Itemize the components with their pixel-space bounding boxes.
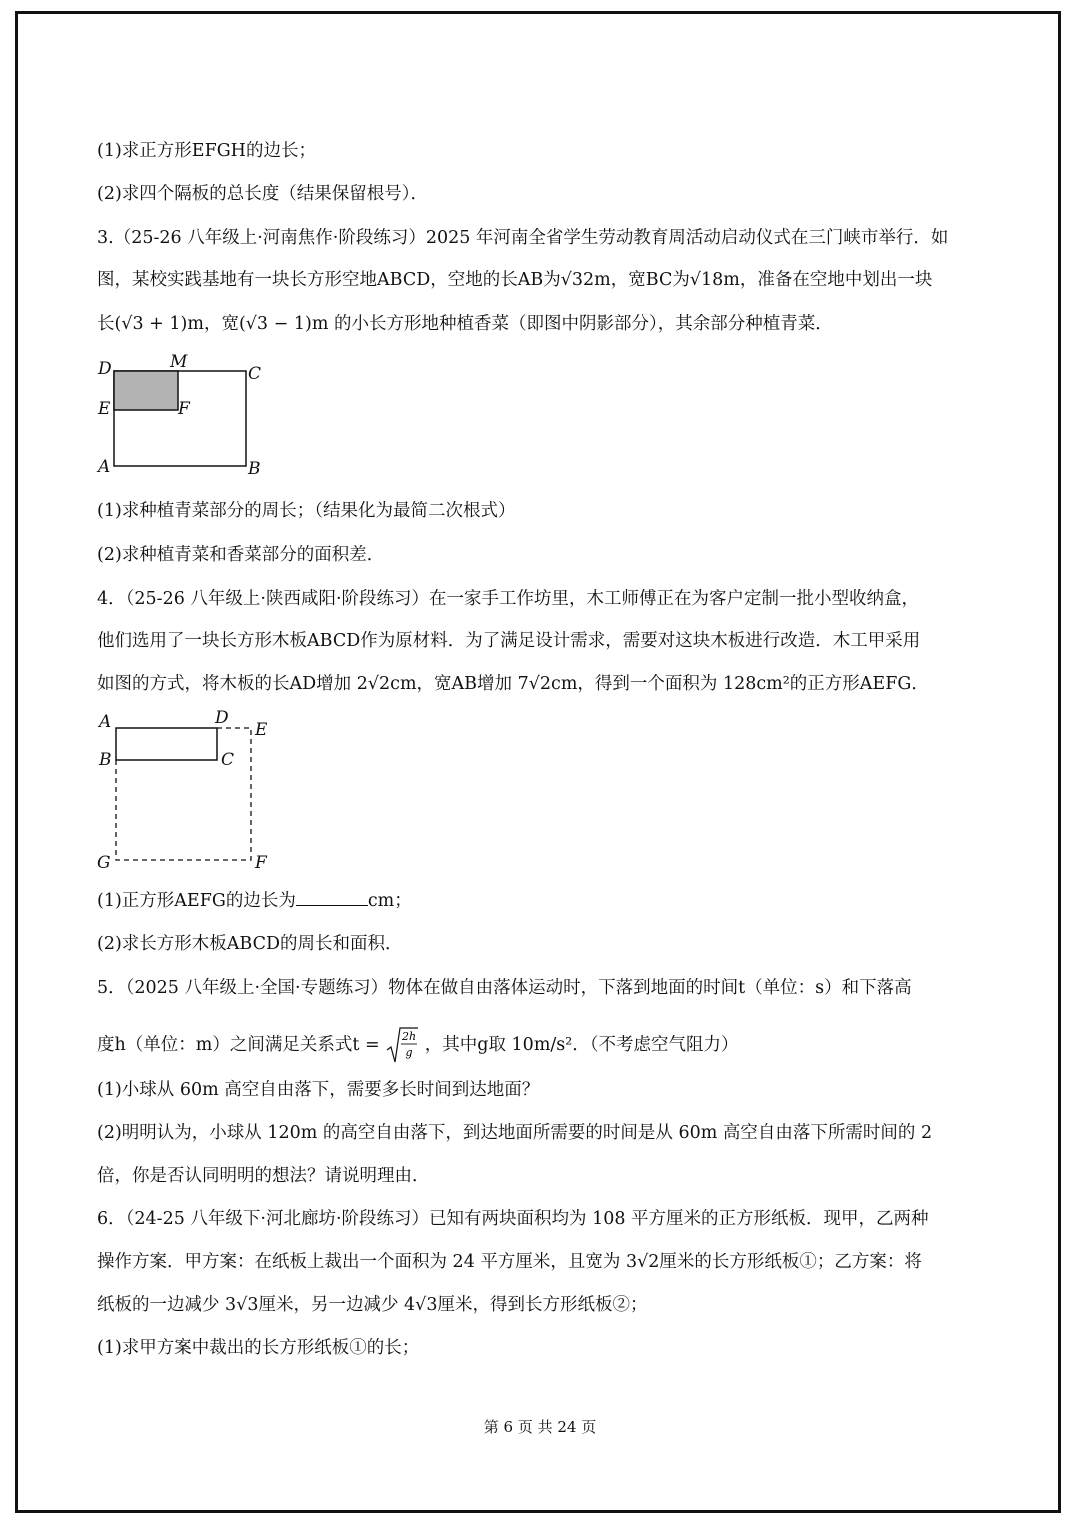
q4-stem-line1: 4．（25-26 八年级上·陕西咸阳·阶段练习）在一家手工作坊里，木工师傅正在为客户定制一批小型收纳盒， [97, 589, 920, 609]
label-F: F [178, 399, 190, 419]
q6-stem-line2: 操作方案．甲方案：在纸板上裁出一个面积为 24 平方厘米，且宽为 3√2厘米的长方形纸板①；乙方案：将 [97, 1252, 922, 1272]
dashed-square-extension [116, 728, 251, 860]
q5-formula-tail: ，其中g取 10m/s²．（不考虑空气阻力） [424, 1035, 739, 1055]
label-E: E [98, 399, 111, 419]
label-B: B [248, 459, 261, 479]
q4-part1 [97, 889, 412, 913]
q3-stem-line2: 图，某校实践基地有一块长方形空地ABCD，空地的长AB为√32m，宽BC为√18m，准备在空地中划出一块 [97, 270, 933, 290]
label-D: D [215, 708, 229, 728]
label-G: G [97, 853, 111, 873]
figure-rectangle-abcd [90, 348, 280, 483]
q4-part1-unit: cm； [367, 891, 412, 911]
q2-part1: (1)求正方形EFGH的边长； [97, 141, 316, 161]
page-number-footer: 第 6 页 共 24 页 [483, 1418, 597, 1436]
label-A: A [99, 712, 112, 732]
q6-stem-line3: 纸板的一边减少 3√3厘米，另一边减少 4√3厘米，得到长方形纸板②； [97, 1295, 648, 1315]
label-A: A [98, 457, 111, 477]
q3-stem-line1: 3.（25-26 八年级上·河南焦作·阶段练习）2025 年河南全省学生劳动教育周活动启动仪式在三门峡市举行．如 [97, 228, 949, 248]
q6-part1: (1)求甲方案中裁出的长方形纸板①的长； [97, 1338, 420, 1358]
label-D: D [98, 359, 112, 379]
formula-numerator: 2h [402, 1030, 417, 1043]
formula-denominator: g [405, 1046, 413, 1059]
q4-part1-text: (1)正方形AEFG的边长为 [97, 891, 296, 911]
q5-part2-line2: 倍，你是否认同明明的想法？请说明理由． [97, 1166, 430, 1186]
q2-part2: (2)求四个隔板的总长度（结果保留根号）． [97, 184, 429, 204]
label-B: B [99, 750, 112, 770]
rect-abcd-board [116, 728, 217, 760]
q4-stem-line3: 如图的方式，将木板的长AD增加 2√2cm，宽AB增加 7√2cm，得到一个面积为 128cm²的正方形AEFG． [97, 674, 929, 694]
figure-square-aefg [90, 704, 280, 874]
q5-stem-line1: 5．（2025 八年级上·全国·专题练习）物体在做自由落体运动时，下落到地面的时间t（单位：s）和下落高 [97, 978, 912, 998]
q5-stem-line2 [97, 1026, 739, 1064]
label-C: C [248, 364, 262, 384]
label-M: M [170, 352, 188, 372]
answer-blank[interactable] [296, 889, 368, 906]
q5-part2-line1: (2)明明认为，小球从 120m 的高空自由落下，到达地面所需要的时间是从 60m 高空自由落下所需时间的 2 [97, 1123, 933, 1143]
q6-stem-line1: 6．（24-25 八年级下·河北廊坊·阶段练习）已知有两块面积均为 108 平方厘米的正方形纸板．现甲，乙两种 [97, 1209, 929, 1229]
shaded-region-coriander [114, 371, 178, 410]
q3-part2: (2)求种植青菜和香菜部分的面积差． [97, 545, 385, 565]
q5-part1: (1)小球从 60m 高空自由落下，需要多长时间到达地面？ [97, 1080, 540, 1100]
sqrt-formula [385, 1026, 419, 1064]
q3-stem-line3: 长(√3 + 1)m，宽(√3 − 1)m 的小长方形地种植香菜（即图中阴影部分），其余部分种植青菜． [97, 314, 833, 334]
label-E: E [255, 720, 268, 740]
q4-stem-line2: 他们选用了一块长方形木板ABCD作为原材料．为了满足设计需求，需要对这块木板进行改造．木工甲采用 [97, 631, 921, 651]
label-F: F [255, 853, 267, 873]
label-C: C [221, 750, 235, 770]
q4-part2: (2)求长方形木板ABCD的周长和面积． [97, 934, 403, 954]
q3-part1: (1)求种植青菜部分的周长；（结果化为最简二次根式） [97, 501, 516, 521]
q5-formula-lead: 度h（单位：m）之间满足关系式t = [97, 1035, 380, 1055]
